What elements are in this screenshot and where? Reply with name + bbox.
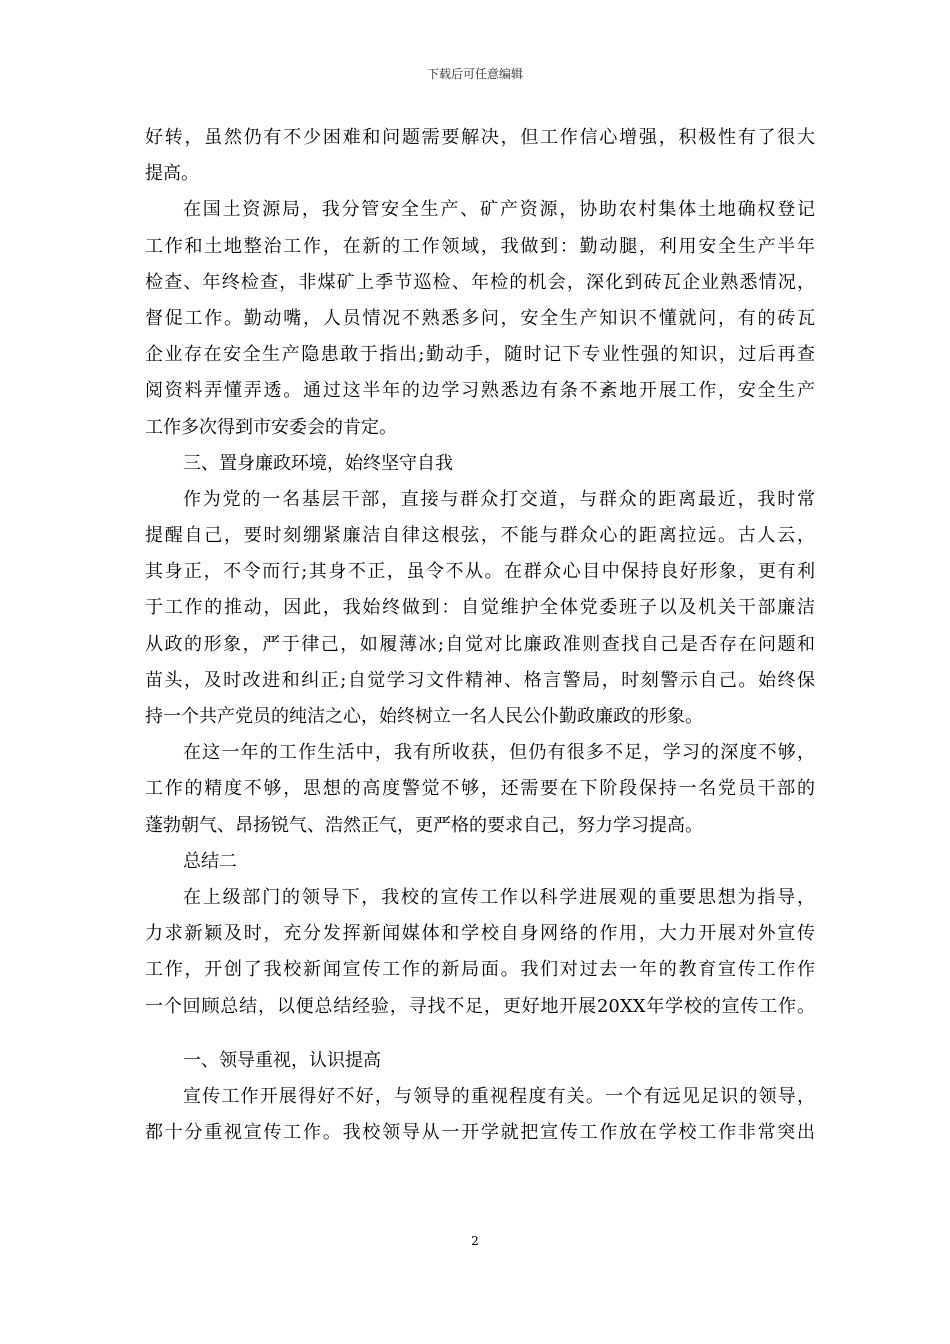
text-line: 提高。 [145,163,199,185]
text-line: 一、领导重视，认识提高 [183,1049,381,1071]
text-line: 宣传工作开展得好不好，与领导的重视程度有关。一个有远见足识的领导， [183,1085,815,1107]
page-number: 2 [471,1234,479,1248]
text-line: 企业存在安全生产隐患敢于指出;勤动手，随时记下专业性强的知识，过后再查 [145,344,815,366]
page-header: 下载后可任意编辑 [426,67,523,81]
text-line: 工作多次得到市安委会的肯定。 [145,416,397,438]
text-line: 力求新颖及时，充分发挥新闻媒体和学校自身网络的作用，大力开展对外宣传 [145,923,815,945]
text-line: 作为党的一名基层干部，直接与群众打交道，与群众的距离最近，我时常 [183,488,815,510]
text-line: 其身正，不令而行;其身不正，虽令不从。在群众心目中保持良好形象，更有利 [145,561,815,583]
blank-line [145,1025,815,1043]
text-line: 总结二 [183,850,237,872]
text-line: 工作和土地整治工作，在新的工作领域，我做到：勤动腿，利用安全生产半年 [145,235,815,257]
text-line: 好转，虽然仍有不少困难和问题需要解决，但工作信心增强，积极性有了很大 [145,127,815,148]
text-line: 一个回顾总结，以便总结经验，寻找不足，更好地开展20XX年学校的宣传工作。 [145,995,815,1017]
text-line: 苗头，及时改进和纠正;自觉学习文件精神、格言警局，时刻警示自己。始终保 [145,669,815,691]
text-line: 检查、年终检查，非煤矿上季节巡检、年检的机会，深化到砖瓦企业熟悉情况， [145,271,815,293]
text-line: 三、置身廉政环境，始终坚守自我 [183,452,453,474]
text-line: 在国土资源局，我分管安全生产、矿产资源，协助农村集体土地确权登记 [183,199,815,221]
text-line: 蓬勃朝气、昂扬锐气、浩然正气，更严格的要求自己，努力学习提高。 [145,814,703,836]
text-line: 工作的精度不够，思想的高度警觉不够，还需要在下阶段保持一名党员干部的 [145,778,815,800]
text-line: 在这一年的工作生活中，我有所收获，但仍有很多不足，学习的深度不够， [183,742,815,764]
text-line: 督促工作。勤动嘴，人员情况不熟悉多问，安全生产知识不懂就问，有的砖瓦 [145,307,815,329]
text-line: 在上级部门的领导下，我校的宣传工作以科学进展观的重要思想为指导， [183,886,815,908]
text-line: 提醒自己，要时刻绷紧廉洁自律这根弦，不能与群众心的距离拉远。古人云， [145,525,815,547]
text-line: 持一个共产党员的纯洁之心，始终树立一名人民公仆勤政廉政的形象。 [145,706,703,727]
text-line: 于工作的推动，因此，我始终做到：自觉维护全体党委班子以及机关干部廉洁 [145,597,815,619]
text-line: 都十分重视宣传工作。我校领导从一开学就把宣传工作放在学校工作非常突出 [145,1122,815,1144]
text-line: 从政的形象，严于律己，如履薄冰;自觉对比廉政准则查找自己是否存在问题和 [145,633,815,655]
text-line: 工作，开创了我校新闻宣传工作的新局面。我们对过去一年的教育宣传工作作 [145,959,815,981]
document-body [145,120,815,1151]
text-line: 阅资料弄懂弄透。通过这半年的边学习熟悉边有条不紊地开展工作，安全生产 [145,380,815,402]
